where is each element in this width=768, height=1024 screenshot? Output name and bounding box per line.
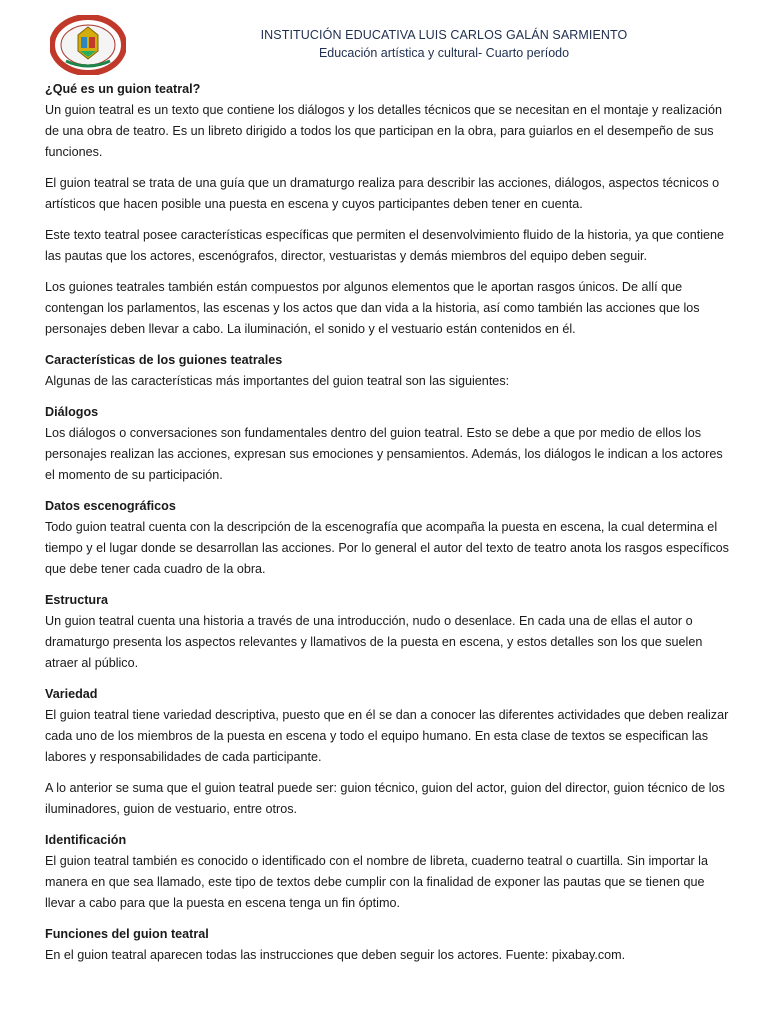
section-heading: ¿Qué es un guion teatral? (45, 82, 201, 96)
paragraph-block (45, 225, 730, 267)
paragraph: El guion teatral también es conocido o identificado con el nombre de libreta, cuaderno teatral o cuartilla. Sin importar la manera en que sea llamado, este tipo de textos debe cumplir con la finalidad de exponer las pautas que se tienen que llevar a cabo para que la puesta en escena tenga un fin óptimo. (45, 854, 708, 910)
section-heading: Datos escenográficos (45, 499, 176, 513)
school-crest-logo (50, 15, 126, 75)
section-heading: Estructura (45, 593, 108, 607)
section-heading: Características de los guiones teatrales (45, 353, 283, 367)
paragraph: Un guion teatral cuenta una historia a través de una introducción, nudo o desenlace. En cada una de ellas el autor o dramaturgo presenta los aspectos relevantes y llamativos de la puesta en escena, y estos detalles son los que suelen atraer al público. (45, 614, 703, 670)
section-estructura (45, 590, 730, 674)
section-heading: Diálogos (45, 405, 99, 419)
paragraph: A lo anterior se suma que el guion teatral puede ser: guion técnico, guion del actor, guion del director, guion técnico de los iluminadores, guion de vestuario, entre otros. (45, 781, 725, 816)
section-heading: Identificación (45, 833, 127, 847)
section-identificacion (45, 830, 730, 914)
section-variedad (45, 684, 730, 768)
section-dialogos (45, 402, 730, 486)
document-header (140, 26, 748, 62)
paragraph: En el guion teatral aparecen todas las instrucciones que deben seguir los actores. Fuente: pixabay.com. (45, 948, 626, 962)
paragraph-block (45, 778, 730, 820)
section-heading: Variedad (45, 687, 98, 701)
section-heading: Funciones del guion teatral (45, 927, 209, 941)
document-body (45, 79, 730, 976)
paragraph: Los guiones teatrales también están compuestos por algunos elementos que le aportan rasgos únicos. De allí que contengan los parlamentos, las escenas y los actos que dan vida a la historia, así como también las acciones que los personajes deben llevar a cabo. La iluminación, el sonido y el vestuario están contenidos en él. (45, 280, 700, 336)
institution-name: INSTITUCIÓN EDUCATIVA LUIS CARLOS GALÁN SARMIENTO (260, 28, 628, 42)
section-funciones (45, 924, 730, 966)
section-que-es (45, 79, 730, 163)
section-datos-escenograficos (45, 496, 730, 580)
paragraph: El guion teatral se trata de una guía que un dramaturgo realiza para describir las acciones, diálogos, aspectos técnicos o artísticos que hacen posible una puesta en escena y cuyos participantes deben tener en cuenta. (45, 176, 720, 211)
paragraph: Un guion teatral es un texto que contiene los diálogos y los detalles técnicos que se necesitan en el montaje y realización de una obra de teatro. Es un libreto dirigido a todos los que participan en la obra, para guiarlos en el desempeño de sus funciones. (45, 103, 722, 159)
paragraph-block (45, 173, 730, 215)
paragraph: El guion teatral tiene variedad descriptiva, puesto que en él se dan a conocer las diferentes actividades que deben realizar cada uno de los miembros de la puesta en escena y todo el equipo humano. En esta clase de textos se especifican las labores y responsabilidades de cada participante. (45, 708, 729, 764)
paragraph: Los diálogos o conversaciones son fundamentales dentro del guion teatral. Esto se debe a que por medio de ellos los personajes realizan las acciones, expresan sus emociones y pensamientos. Además, los diálogos le indican a los actores el momento de su participación. (45, 426, 723, 482)
paragraph: Este texto teatral posee características específicas que permiten el desenvolvimiento fluido de la historia, ya que contiene las pautas que los actores, escenógrafos, director, vestuaristas y demás miembros del equipo deben seguir. (45, 228, 725, 263)
paragraph-block (45, 277, 730, 340)
paragraph: Algunas de las características más importantes del guion teatral son las siguientes: (45, 374, 510, 388)
course-subtitle: Educación artística y cultural- Cuarto período (318, 46, 570, 60)
paragraph: Todo guion teatral cuenta con la descripción de la escenografía que acompaña la puesta en escena, la cual determina el tiempo y el lugar donde se desarrollan las acciones. Por lo general el autor del texto de teatro anota los rasgos específicos que debe tener cada cuadro de la obra. (45, 520, 729, 576)
section-caracteristicas (45, 350, 730, 392)
